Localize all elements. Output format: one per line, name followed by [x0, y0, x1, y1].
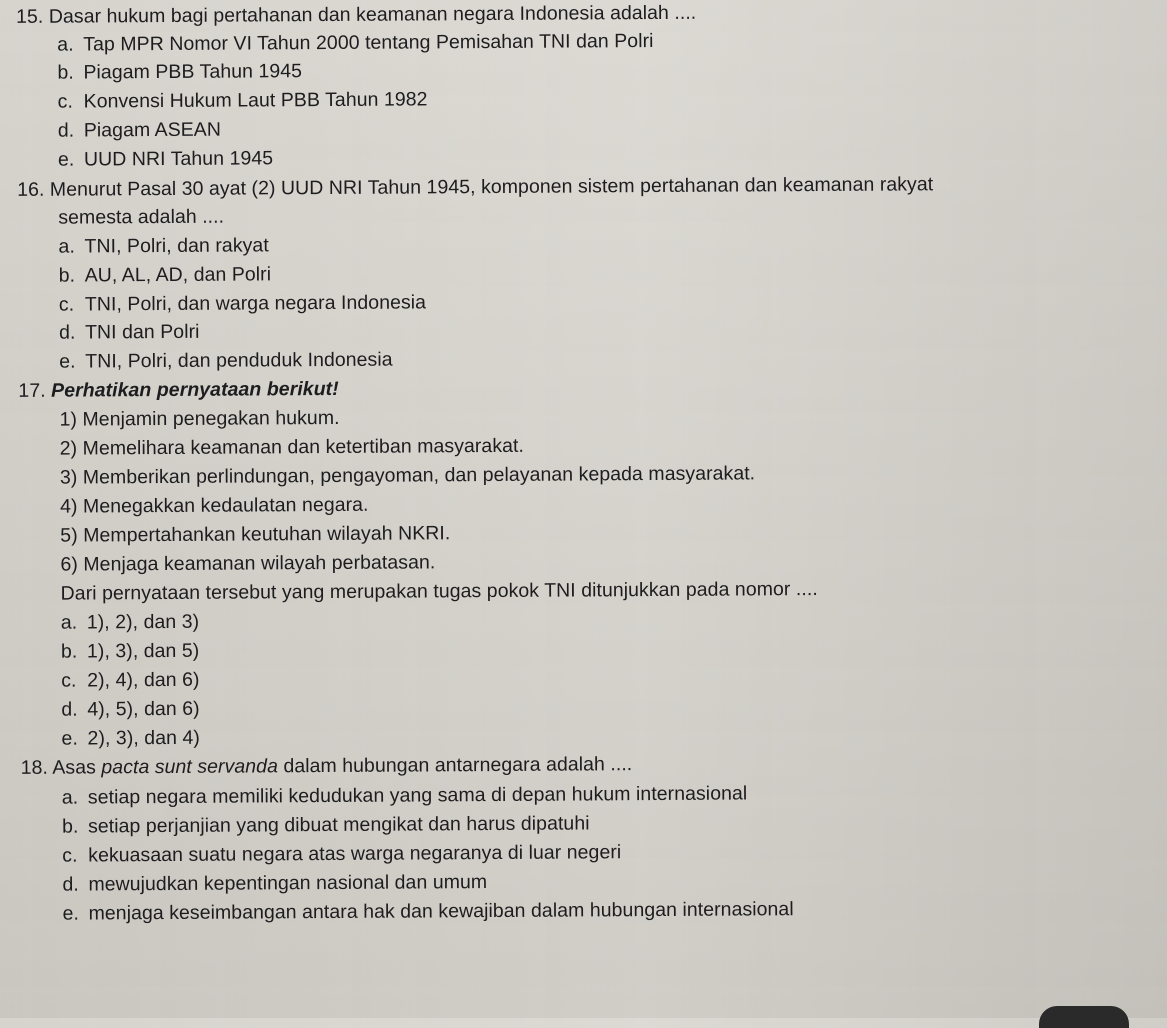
option-letter: c. — [62, 844, 78, 867]
option-letter: c. — [58, 293, 75, 316]
option-text: setiap perjanjian yang dibuat mengikat dan harus dipatuhi — [87, 812, 590, 838]
q16-option-a — [58, 233, 268, 258]
q16-option-c — [59, 290, 426, 316]
option-letter: e. — [62, 902, 80, 925]
q17-statement-3: 3) Memberikan perlindungan, pengayoman, dan pelayanan kepada masyarakat. — [59, 462, 756, 489]
option-text: TNI dan Polri — [84, 320, 200, 344]
q17-option-a — [61, 610, 199, 635]
q15-option-c — [58, 87, 428, 113]
option-letter: d. — [57, 119, 75, 142]
q15-option-a — [57, 29, 653, 57]
option-text: 1), 3), dan 5) — [86, 639, 200, 663]
option-text: UUD NRI Tahun 1945 — [83, 147, 274, 171]
option-text: menjaga keseimbangan antara hak dan kewajiban dalam hubungan internasional — [88, 898, 794, 925]
option-text: mewujudkan kepentingan nasional dan umum — [88, 871, 488, 896]
dark-corner-object — [1039, 1006, 1129, 1028]
question-16-stem-line-1: 16. Menurut Pasal 30 ayat (2) UUD NRI Tahun 1945, komponen sistem pertahanan dan keamanan rakyat — [17, 173, 934, 201]
question-heading: Perhatikan pernyataan berikut! — [51, 377, 339, 402]
q15-option-d — [58, 118, 221, 143]
q17-option-b — [61, 639, 199, 664]
q17-statement-4: 4) Menegakkan kedaulatan negara. — [60, 493, 369, 518]
question-15-stem: 15. Dasar hukum bagi pertahanan dan keamanan negara Indonesia adalah .... — [16, 1, 697, 28]
option-letter: a. — [60, 611, 78, 634]
option-text: Konvensi Hukum Laut PBB Tahun 1982 — [83, 88, 428, 113]
option-letter: c. — [57, 90, 73, 113]
option-letter: e. — [57, 148, 75, 171]
option-letter: a. — [58, 235, 75, 258]
q15-option-b — [57, 59, 302, 84]
q17-statement-6: 6) Menjaga keamanan wilayah perbatasan. — [60, 551, 436, 576]
q17-statement-2: 2) Memelihara keamanan dan ketertiban masyarakat. — [59, 434, 524, 460]
option-text: 2), 3), dan 4) — [87, 726, 200, 750]
q17-statement-5: 5) Mempertahankan keutuhan wilayah NKRI. — [60, 522, 451, 547]
option-text: AU, AL, AD, dan Polri — [84, 263, 272, 287]
option-letter: b. — [60, 640, 78, 663]
option-text: TNI, Polri, dan warga negara Indonesia — [84, 291, 427, 316]
option-letter: c. — [61, 669, 77, 692]
option-text: 1), 2), dan 3) — [86, 610, 200, 634]
stem-suffix: dalam hubungan antarnegara adalah .... — [277, 753, 633, 778]
q16-option-e — [59, 348, 393, 374]
question-17-heading — [18, 377, 338, 403]
q18-option-d — [62, 870, 487, 897]
option-letter: d. — [58, 321, 76, 344]
q18-option-e — [63, 897, 794, 925]
option-letter: a. — [57, 33, 74, 56]
option-letter: a. — [61, 786, 79, 809]
option-letter: e. — [61, 727, 78, 750]
option-text: 4), 5), dan 6) — [87, 697, 200, 721]
q17-prompt: Dari pernyataan tersebut yang merupakan tugas pokok TNI ditunjukkan pada nomor .... — [60, 578, 818, 605]
option-text: TNI, Polri, dan rakyat — [84, 234, 269, 258]
question-18-stem — [21, 752, 633, 780]
option-letter: e. — [59, 350, 76, 373]
option-text: 2), 4), dan 6) — [87, 668, 200, 692]
q18-option-a — [62, 781, 748, 809]
option-text: Piagam ASEAN — [83, 118, 222, 142]
option-letter: d. — [62, 873, 79, 896]
stem-prefix: 18. Asas — [20, 756, 102, 779]
q17-option-e — [61, 726, 199, 751]
q17-option-c — [61, 668, 199, 693]
q16-option-b — [59, 262, 272, 287]
q16-option-d — [59, 320, 200, 345]
q18-option-c — [62, 840, 621, 867]
option-letter: b. — [58, 264, 76, 287]
q18-option-b — [62, 811, 590, 838]
option-text: Piagam PBB Tahun 1945 — [83, 60, 303, 84]
option-letter: d. — [61, 698, 78, 721]
option-text: kekuasaan suatu negara atas warga negaranya di luar negeri — [88, 841, 622, 867]
q17-option-d — [61, 697, 199, 722]
option-letter: b. — [57, 61, 74, 84]
q17-statement-1: 1) Menjamin penegakan hukum. — [59, 406, 340, 431]
q15-option-e — [58, 146, 273, 171]
option-letter: b. — [61, 815, 79, 838]
option-text: setiap negara memiliki kedudukan yang sama di depan hukum internasional — [87, 782, 748, 809]
option-text: TNI, Polri, dan penduduk Indonesia — [85, 348, 393, 373]
question-16-stem-line-2: semesta adalah .... — [58, 205, 225, 229]
option-text: Tap MPR Nomor VI Tahun 2000 tentang Pemisahan TNI dan Polri — [83, 30, 654, 56]
stem-italic-term: pacta sunt servanda — [101, 755, 279, 779]
question-number: 17. — [18, 379, 46, 402]
